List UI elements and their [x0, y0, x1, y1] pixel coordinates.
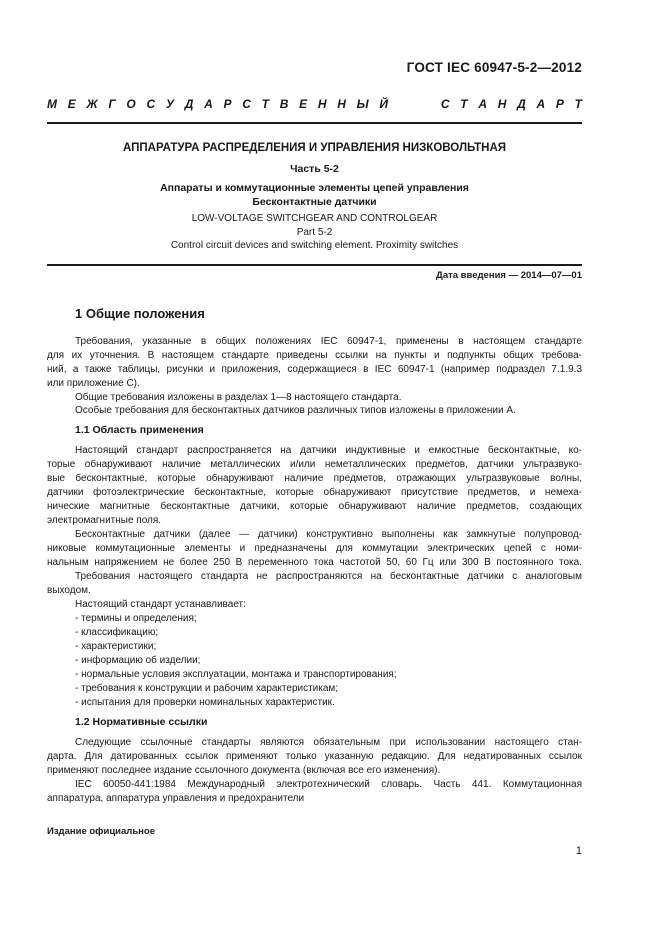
banner-letter: А	[536, 97, 546, 111]
list-item: - характеристики;	[75, 641, 157, 652]
introduction-date: Дата введения — 2014—07—01	[436, 270, 582, 281]
body-line: торые обнаруживают наличие металлических и/или неметаллических предметов, датчики ультразвуко-	[47, 459, 582, 470]
banner-letter: Г	[108, 97, 116, 111]
body-line: ний, а также таблицы, рисунки и приложения, содержащиеся в IEC 60947-1 (например подраздел 7.1.9.3	[47, 364, 582, 375]
body-line: нические магнитные бесконтактные датчики, которые обнаруживают наличие предметов, создающих	[47, 501, 582, 512]
banner-letter: Д	[517, 97, 526, 111]
list-item: - нормальные условия эксплуатации, монтажа и транспортирования;	[75, 669, 397, 680]
banner-letter: Д	[184, 97, 194, 111]
section-1-1-heading: 1.1 Область применения	[75, 424, 204, 436]
banner-letter: Т	[460, 97, 468, 111]
body-line: или приложение С).	[47, 378, 140, 389]
english-subtitle: Control circuit devices and switching element. Proximity switches	[170, 240, 459, 251]
banner-letter	[399, 97, 402, 111]
english-part: Part 5-2	[296, 227, 333, 238]
banner-letter: С	[242, 97, 251, 111]
banner-letter: Е	[67, 97, 76, 111]
body-line: Настоящий стандарт устанавливает:	[75, 599, 246, 610]
banner-letter: В	[279, 97, 289, 111]
list-item: - испытания для проверки номинальных характеристик.	[75, 697, 335, 708]
list-item: - классификацию;	[75, 627, 159, 638]
body-line: Общие требования изложены в разделах 1—8 настоящего стандарта.	[75, 392, 402, 403]
body-line: Следующие ссылочные стандарты являются обязательным при использовании настоящего стан-	[75, 737, 582, 748]
page-number: 1	[575, 845, 582, 857]
document-code: ГОСТ IEC 60947-5-2—2012	[406, 60, 582, 75]
edition-note: Издание официальное	[47, 826, 155, 837]
body-line: IEC 60050-441:1984 Международный электротехнический словарь. Часть 441. Коммутационная	[75, 779, 582, 790]
banner-letter: Ж	[86, 97, 98, 111]
document-subtitle-line2: Бесконтактные датчики	[252, 196, 377, 208]
body-line: электромагнитные поля.	[47, 515, 162, 526]
document-subtitle-line1: Аппараты и коммутационные элементы цепей управления	[160, 182, 469, 194]
banner-letter: Т	[261, 97, 269, 111]
banner-letter	[413, 97, 416, 111]
banner-letter: Н	[337, 97, 346, 111]
body-line: нальным напряжением не более 250 В переменного тока частотой 50, 60 Гц или 300 В постоянного тока.	[47, 557, 582, 568]
banner-letter: С	[146, 97, 156, 111]
banner-letter: Й	[379, 97, 388, 111]
body-line: дарта. Для датированных ссылок применяют только указанную редакцию. Для недатированных ссылок	[47, 751, 582, 762]
standard-type-banner	[47, 97, 582, 111]
banner-letter: Е	[299, 97, 308, 111]
banner-letter: О	[126, 97, 136, 111]
body-line: выходом.	[47, 585, 91, 596]
banner-letter: Н	[317, 97, 327, 111]
document-title: АППАРАТУРА РАСПРЕДЕЛЕНИЯ И УПРАВЛЕНИЯ НИЗКОВОЛЬТНАЯ	[122, 142, 507, 154]
body-line: никовые коммутационные элементы и предназначены для коммутации электрических цепей с номи-	[47, 543, 582, 554]
body-line: датчики фотоэлектрические бесконтактные, которые обнаруживают присутствие предметов, и немеха-	[47, 487, 582, 498]
banner-letter: Н	[497, 97, 507, 111]
banner-letter: Р	[223, 97, 232, 111]
banner-letter: Р	[555, 97, 564, 111]
title-rule	[47, 264, 582, 266]
banner-letter: С	[440, 97, 450, 111]
section-1-2-heading: 1.2 Нормативные ссылки	[75, 716, 208, 728]
body-line: Требования настоящего стандарта не распространяются на бесконтактные датчики с аналоговым	[75, 571, 582, 582]
body-line: аппаратура, аппаратура управления и предохранители	[47, 793, 305, 804]
document-part: Часть 5-2	[290, 163, 339, 175]
list-item: - термины и определения;	[75, 613, 197, 624]
banner-letter: Ы	[356, 97, 369, 111]
banner-letter: У	[165, 97, 174, 111]
english-title: LOW-VOLTAGE SWITCHGEAR AND CONTROLGEAR	[191, 213, 438, 224]
banner-letter: А	[204, 97, 213, 111]
body-line: Настоящий стандарт распространяется на датчики индуктивные и емкостные бесконтактные, ко-	[75, 445, 582, 456]
section-1-heading: 1 Общие положения	[75, 306, 205, 321]
body-line: Требования, указанные в общих положениях IEC 60947-1, применены в настоящем стандарте	[75, 336, 582, 347]
banner-letter: Т	[574, 97, 582, 111]
body-line: Особые требования для бесконтактных датчиков различных типов изложены в приложении А.	[75, 405, 516, 416]
banner-letter	[427, 97, 430, 111]
body-line: Бесконтактные датчики (далее — датчики) конструктивно выполнены как замкнутые полупровод-	[75, 529, 582, 540]
header-rule	[47, 122, 582, 124]
body-line: применяют последнее издание ссылочного документа (включая все его изменения).	[47, 765, 441, 776]
body-line: для их уточнения. В настоящем стандарте приведены ссылки на пункты и подпункты общих требова-	[47, 350, 582, 361]
body-line: вые бесконтактные, которые обнаруживают наличие предметов, отражающих ультразвуковые волны,	[47, 473, 582, 484]
banner-letter: А	[478, 97, 487, 111]
list-item: - требования к конструкции и рабочим характеристикам;	[75, 683, 339, 694]
list-item: - информацию об изделии;	[75, 655, 201, 666]
banner-letter: М	[47, 97, 57, 111]
